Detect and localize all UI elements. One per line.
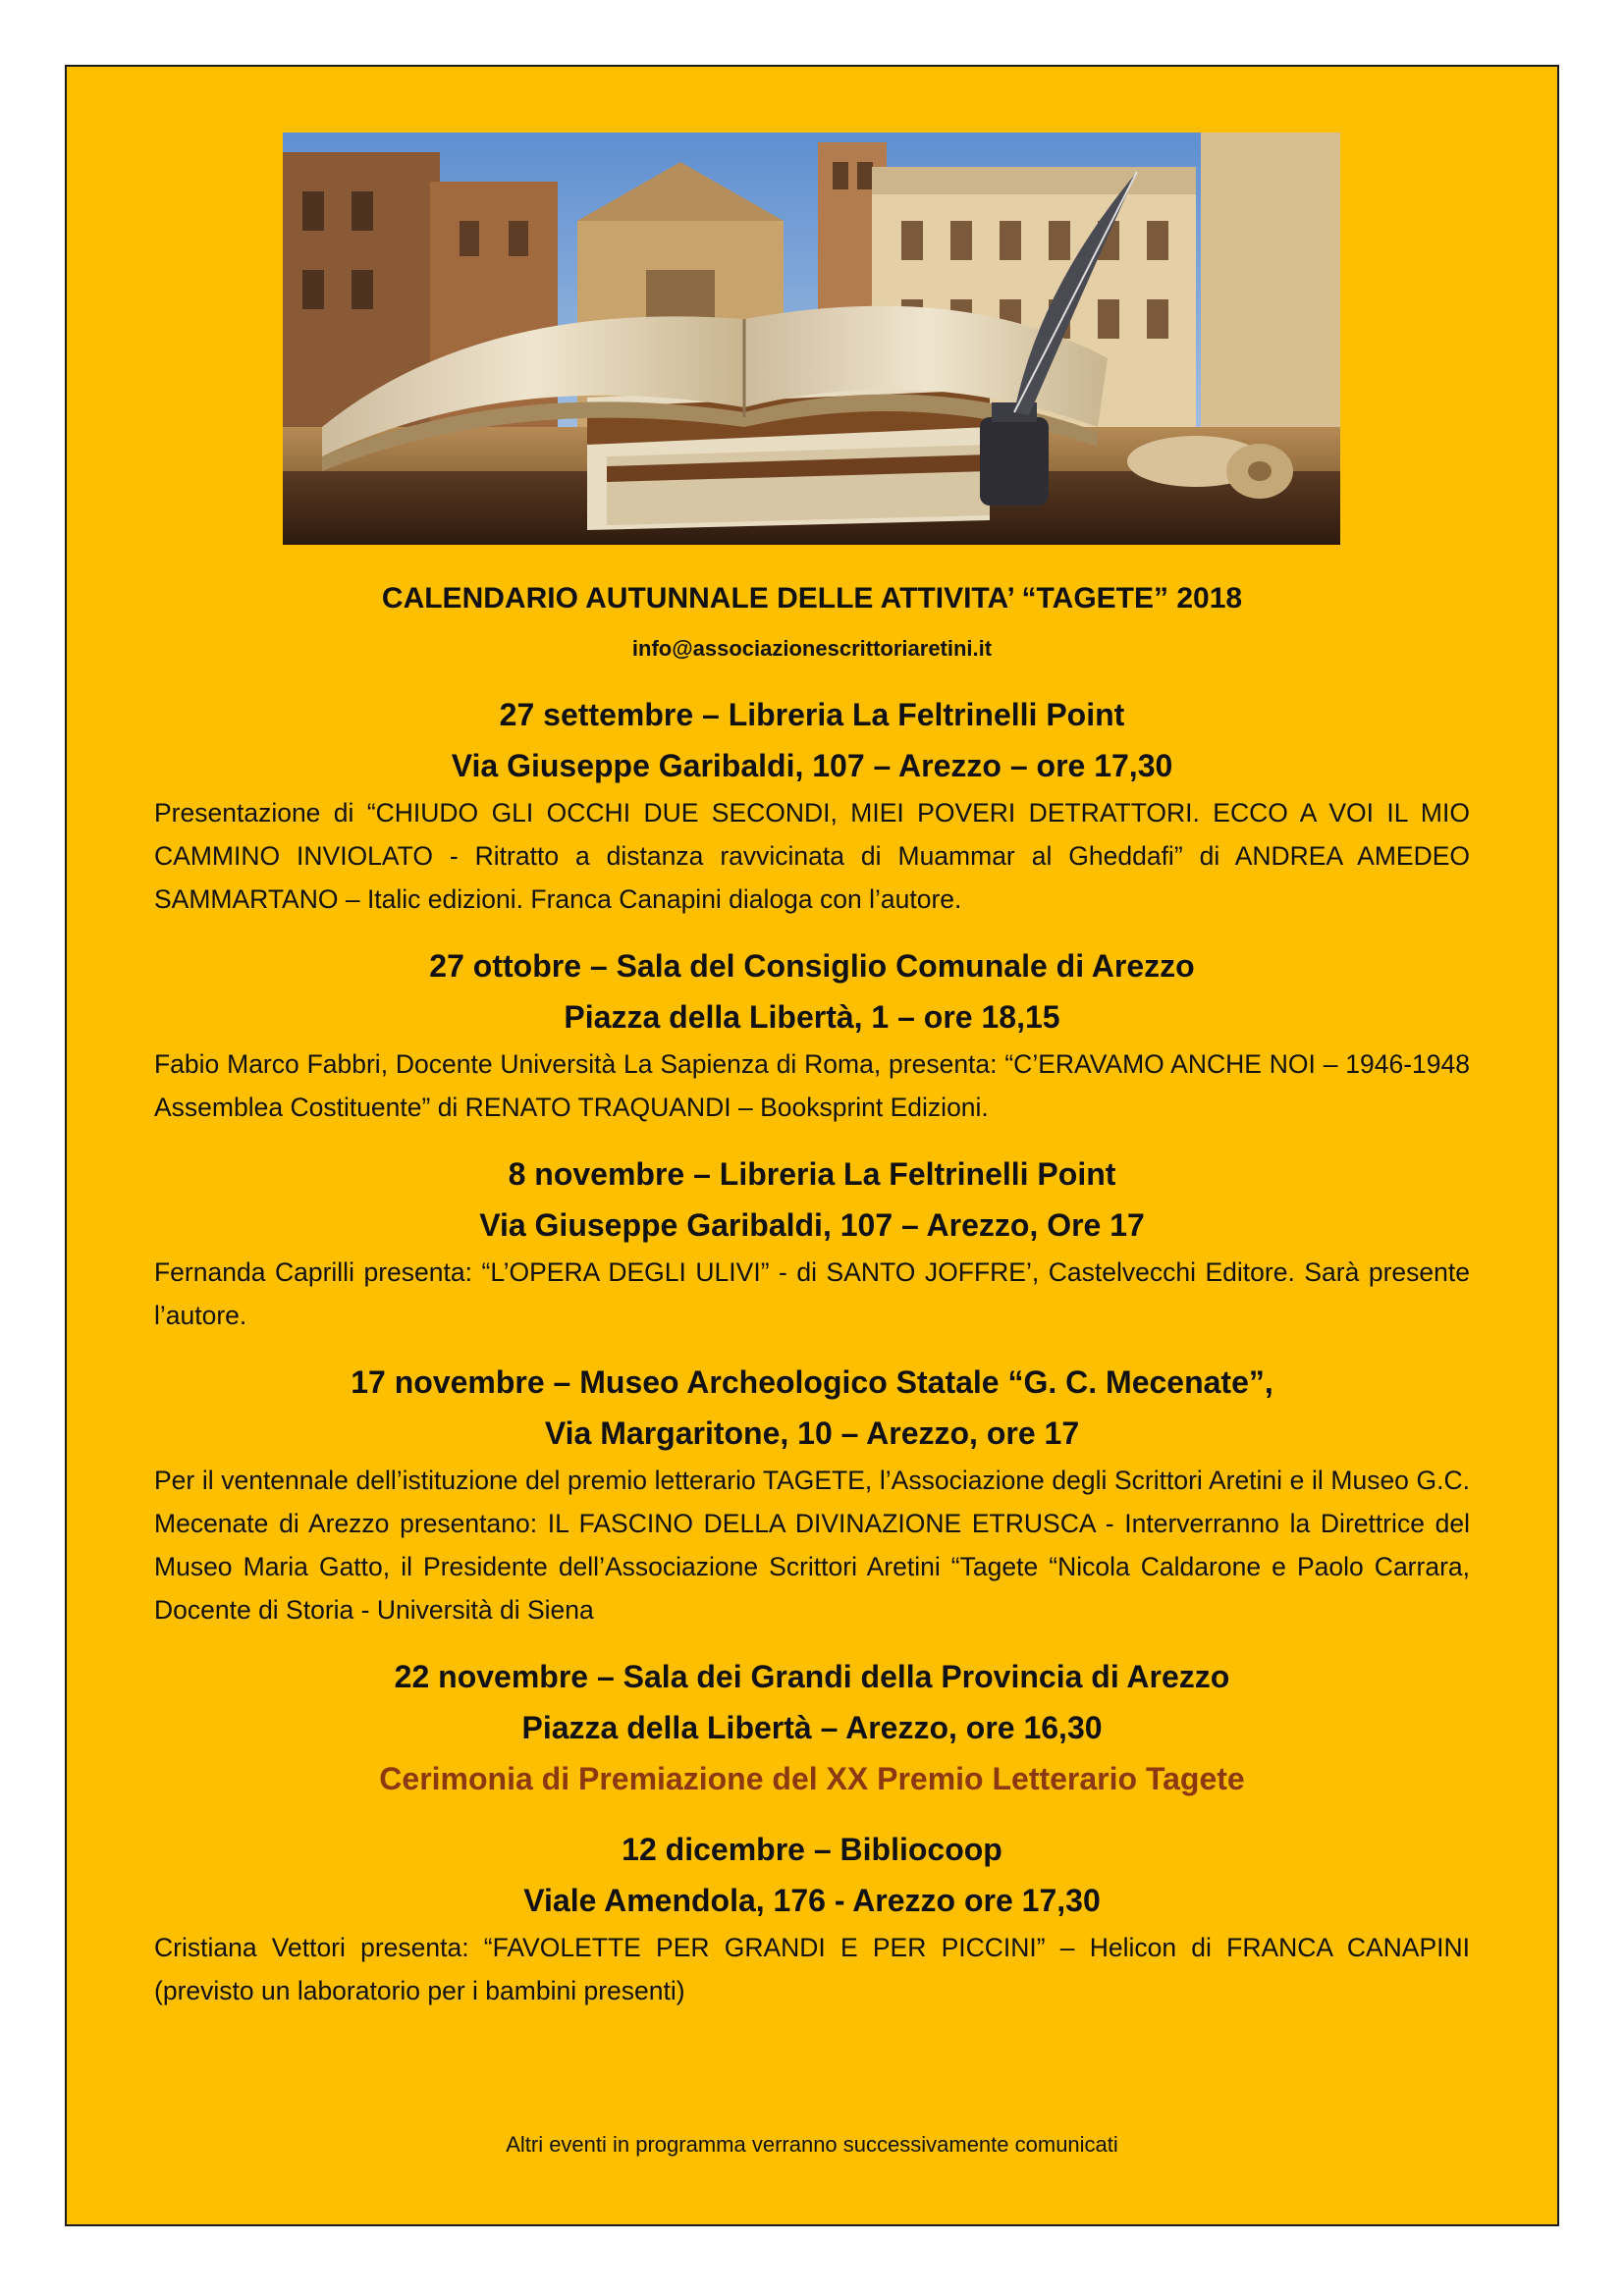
event-date-place: 8 novembre – Libreria La Feltrinelli Point — [508, 1156, 1116, 1192]
event-5 — [154, 1651, 1470, 1804]
footer-note: Altri eventi in programma verranno successivamente comunicati — [506, 2132, 1118, 2157]
event-4 — [154, 1357, 1470, 1631]
event-address: Via Giuseppe Garibaldi, 107 – Arezzo – ore 17,30 — [451, 748, 1173, 783]
book-and-quill-illustration — [283, 133, 1340, 545]
event-1 — [154, 689, 1470, 921]
poster-content — [154, 579, 1470, 2032]
event-date-place: 22 novembre – Sala dei Grandi della Provincia di Arezzo — [394, 1659, 1230, 1694]
hero-image — [283, 133, 1340, 545]
event-date-place: 27 ottobre – Sala del Consiglio Comunale di Arezzo — [429, 948, 1195, 984]
event-address: Piazza della Libertà – Arezzo, ore 16,30 — [521, 1710, 1103, 1745]
event-3 — [154, 1148, 1470, 1337]
event-address: Via Margaritone, 10 – Arezzo, ore 17 — [544, 1415, 1080, 1451]
event-address: Via Giuseppe Garibaldi, 107 – Arezzo, Ore 17 — [479, 1207, 1145, 1243]
event-date-place: 27 settembre – Libreria La Feltrinelli Point — [499, 697, 1125, 732]
page-title: CALENDARIO AUTUNNALE DELLE ATTIVITA’ “TAGETE” 2018 — [381, 582, 1243, 614]
event-6 — [154, 1824, 1470, 2012]
event-description: Per il ventennale dell’istituzione del premio letterario TAGETE, l’Associazione degli Scrittori Aretini e il Museo G.C. Mecenate di Arezzo presentano: IL FASCINO DELLA DIVINAZIONE ETRUSCA - Interverranno la Direttrice del Museo Maria Gatto, il Presidente dell’Associazione Scrittori Aretini “Tagete “Nicola Caldarone e Paolo Carrara, Docente di Storia - Università di Siena — [154, 1466, 1470, 1625]
event-description: Fabio Marco Fabbri, Docente Università La Sapienza di Roma, presenta: “C’ERAVAMO ANCHE NOI – 1946-1948 Assemblea Costituente” di RENATO TRAQUANDI – Booksprint Edizioni. — [154, 1049, 1470, 1122]
event-date-place: 17 novembre – Museo Archeologico Statale “G. C. Mecenate”, — [351, 1364, 1273, 1400]
event-description: Fernanda Caprilli presenta: “L’OPERA DEGLI ULIVI” - di SANTO JOFFRE’, Castelvecchi Editore. Sarà presente l’autore. — [154, 1257, 1470, 1330]
event-date-place: 12 dicembre – Bibliocoop — [622, 1832, 1002, 1867]
event-description: Cristiana Vettori presenta: “FAVOLETTE PER GRANDI E PER PICCINI” – Helicon di FRANCA CANAPINI (previsto un laboratorio per i bambini presenti) — [154, 1933, 1470, 2005]
event-address: Viale Amendola, 176 - Arezzo ore 17,30 — [523, 1883, 1101, 1918]
event-2 — [154, 940, 1470, 1129]
event-address: Piazza della Libertà, 1 – ore 18,15 — [564, 999, 1060, 1035]
award-ceremony-highlight: Cerimonia di Premiazione del XX Premio Letterario Tagete — [379, 1761, 1245, 1796]
contact-email: info@associazionescrittoriaretini.it — [631, 636, 993, 661]
event-description: Presentazione di “CHIUDO GLI OCCHI DUE SECONDI, MIEI POVERI DETRATTORI. ECCO A VOI IL MIO CAMMINO INVIOLATO - Ritratto a distanza ravvicinata di Muammar al Gheddafi” di ANDREA AMEDEO SAMMARTANO – Italic edizioni. Franca Canapini dialoga con l’autore. — [154, 798, 1470, 914]
